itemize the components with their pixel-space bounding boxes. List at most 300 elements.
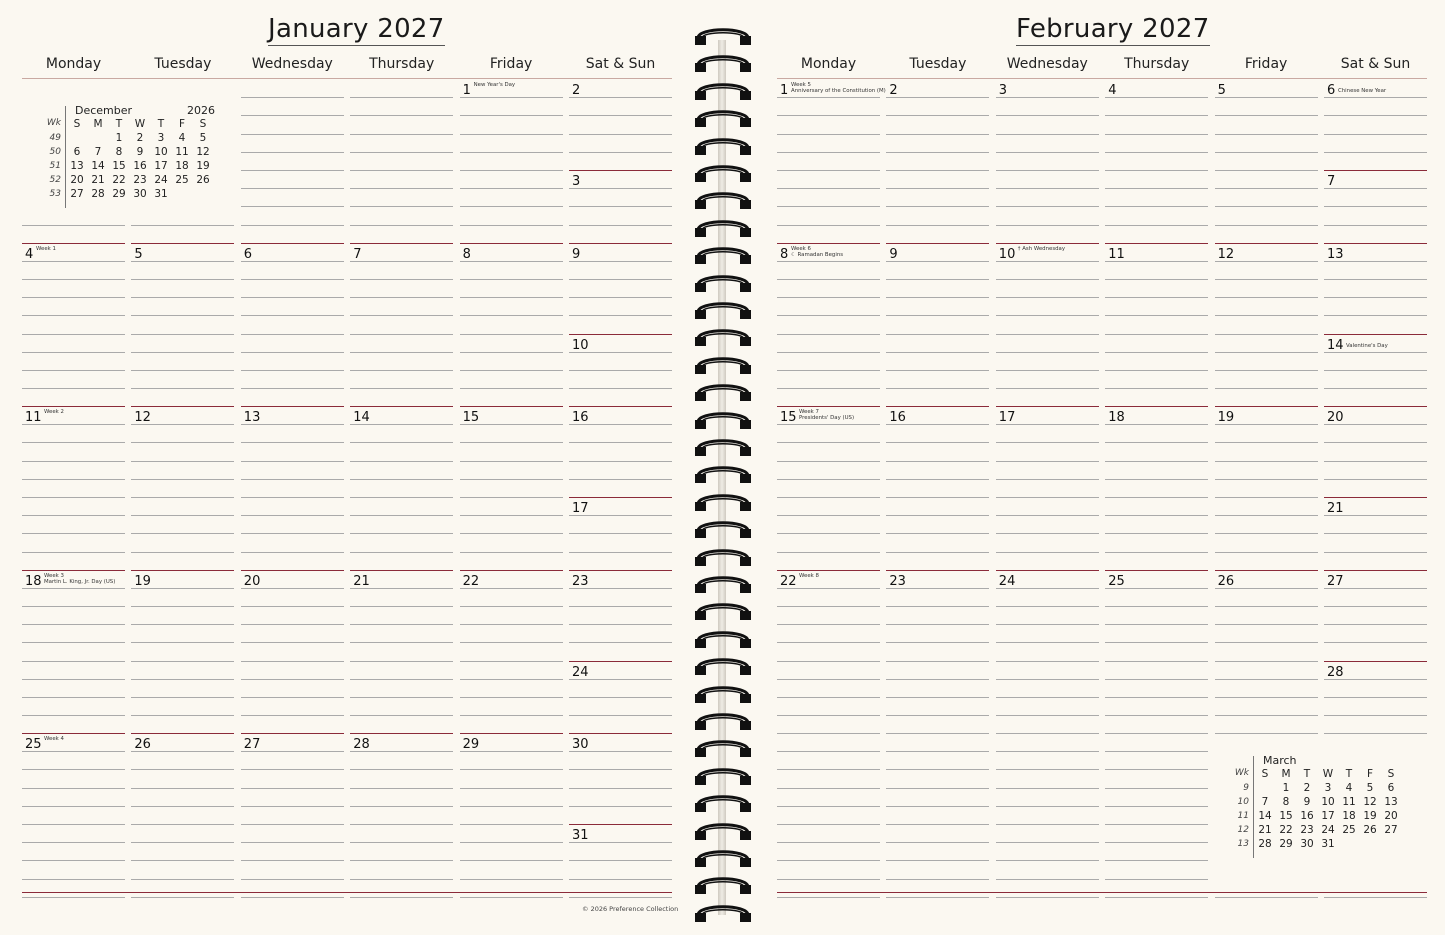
ruled-line [22, 461, 125, 462]
ruled-line [569, 533, 672, 534]
ruled-line [350, 388, 453, 389]
week-rule [460, 570, 563, 571]
mini-day: 29 [112, 188, 126, 200]
ruled-line [886, 788, 989, 789]
day-note: Week 2 [44, 409, 64, 415]
week-rule [22, 243, 125, 244]
ruled-line [996, 461, 1099, 462]
ruled-line [350, 370, 453, 371]
ruled-line [131, 352, 234, 353]
date-number: 9 [889, 246, 898, 262]
ruled-line [460, 115, 563, 116]
ruled-line [1215, 606, 1318, 607]
ruled-line [241, 225, 344, 226]
mini-dow: M [1281, 768, 1291, 780]
mini-day: 25 [1342, 824, 1356, 836]
ruled-line [886, 661, 989, 662]
ruled-line [886, 206, 989, 207]
ruled-line [996, 170, 1099, 171]
ruled-line [996, 769, 1099, 770]
ruled-line [996, 370, 1099, 371]
week-rule [350, 733, 453, 734]
date-number: 18 [25, 573, 42, 589]
day-note: New Year's Day [473, 82, 516, 88]
ruled-line [460, 515, 563, 516]
ruled-line [886, 188, 989, 189]
date-number: 11 [25, 410, 42, 425]
mini-divider [65, 106, 66, 208]
date-number: 1 [462, 83, 471, 98]
date-number: 11 [1108, 246, 1125, 262]
ruled-line [886, 552, 989, 553]
date-number: 13 [1327, 246, 1344, 262]
ruled-line [569, 715, 672, 716]
ruled-line [1105, 824, 1208, 825]
day-note: Week 6 ☾ Ramadan Begins [791, 245, 844, 258]
date-number: 22 [462, 573, 480, 589]
spiral-ring [692, 517, 754, 539]
mini-dow: T [157, 118, 165, 130]
day-split-rule [569, 334, 672, 335]
ruled-line [350, 642, 453, 643]
ruled-line [1105, 206, 1208, 207]
ruled-line [777, 661, 880, 662]
ruled-line [22, 552, 125, 553]
mini-day: 12 [196, 146, 210, 158]
spiral-ring [692, 490, 754, 512]
ruled-line [886, 152, 989, 153]
ruled-line [1215, 479, 1318, 480]
ruled-line [886, 842, 989, 843]
header-rule [22, 78, 672, 79]
ruled-line [350, 115, 453, 116]
mini-dow: T [1303, 768, 1311, 780]
ruled-line [1105, 134, 1208, 135]
ruled-line [131, 661, 234, 662]
mini-day: 15 [1279, 810, 1293, 822]
ruled-line [996, 642, 1099, 643]
ruled-line [777, 842, 880, 843]
ruled-line [1105, 733, 1208, 734]
ruled-line [996, 352, 1099, 353]
ruled-line [241, 115, 344, 116]
ruled-line [460, 661, 563, 662]
mini-day: 30 [1300, 838, 1314, 850]
ruled-line [886, 115, 989, 116]
date-number: 26 [1217, 573, 1235, 589]
ruled-line [1215, 334, 1318, 335]
week-rule [22, 406, 125, 407]
ruled-line [1324, 442, 1427, 443]
mini-day: 27 [1384, 824, 1398, 836]
ruled-line [241, 642, 344, 643]
date-number: 26 [134, 737, 151, 752]
mini-day: 28 [1258, 838, 1272, 850]
page-title: January 2027 [268, 14, 445, 44]
ruled-line [1105, 879, 1208, 880]
mini-day: 22 [1279, 824, 1293, 836]
ruled-line [1324, 715, 1427, 716]
ruled-line [350, 442, 453, 443]
ruled-line [350, 806, 453, 807]
ruled-line [996, 679, 1099, 680]
ruled-line [777, 115, 880, 116]
week-rule [350, 243, 453, 244]
spiral-ring [692, 462, 754, 484]
ruled-line [569, 97, 672, 98]
ruled-line [131, 788, 234, 789]
page-title: February 2027 [1016, 14, 1210, 44]
spiral-ring [692, 243, 754, 265]
ruled-line [569, 152, 672, 153]
mini-day: 8 [1282, 796, 1290, 808]
ruled-line [350, 188, 453, 189]
date-number: 16 [889, 410, 906, 425]
ruled-line [22, 442, 125, 443]
ruled-line [1215, 661, 1318, 662]
ruled-line [886, 715, 989, 716]
ruled-line [1105, 661, 1208, 662]
ruled-line [996, 315, 1099, 316]
mini-day: 11 [1342, 796, 1356, 808]
ruled-line [241, 188, 344, 189]
ruled-line [996, 879, 1099, 880]
ruled-line [131, 769, 234, 770]
ruled-line [22, 352, 125, 353]
ruled-line [241, 661, 344, 662]
week-rule [1215, 570, 1318, 571]
week-rule [241, 733, 344, 734]
ruled-line [569, 115, 672, 116]
mini-week-number: 10 [1237, 797, 1249, 807]
ruled-line [241, 806, 344, 807]
ruled-line [350, 225, 453, 226]
ruled-line [777, 624, 880, 625]
mini-dow: F [178, 118, 186, 130]
ruled-line [1105, 897, 1208, 898]
date-number: 12 [134, 410, 151, 425]
ruled-line [241, 788, 344, 789]
spiral-ring [692, 408, 754, 430]
ruled-line [569, 897, 672, 898]
ruled-line [996, 697, 1099, 698]
ruled-line [22, 879, 125, 880]
ruled-line [350, 279, 453, 280]
ruled-line [460, 642, 563, 643]
date-number: 29 [462, 737, 480, 752]
ruled-line [22, 225, 125, 226]
ruled-line [1215, 697, 1318, 698]
spiral-ring [692, 380, 754, 402]
ruled-line [777, 297, 880, 298]
ruled-line [777, 788, 880, 789]
ruled-line [460, 442, 563, 443]
ruled-line [569, 806, 672, 807]
date-number: 3 [572, 174, 581, 189]
ruled-line [241, 352, 344, 353]
ruled-line [460, 225, 563, 226]
ruled-line [350, 152, 453, 153]
ruled-line [777, 152, 880, 153]
ruled-line [22, 624, 125, 625]
ruled-line [22, 370, 125, 371]
ruled-line [996, 751, 1099, 752]
mini-day: 6 [73, 146, 81, 158]
ruled-line [1105, 388, 1208, 389]
day-note: Week 7 Presidents' Day (US) [799, 409, 855, 421]
ruled-line [996, 115, 1099, 116]
day-split-rule [1324, 661, 1427, 662]
week-rule [460, 243, 563, 244]
ruled-line [1215, 642, 1318, 643]
date-number: 18 [1108, 410, 1125, 425]
ruled-line [131, 824, 234, 825]
ruled-line [569, 769, 672, 770]
ruled-line [22, 715, 125, 716]
ruled-line [460, 370, 563, 371]
ruled-line [1324, 315, 1427, 316]
date-number: 22 [780, 573, 797, 589]
ruled-line [131, 315, 234, 316]
ruled-line [886, 315, 989, 316]
ruled-line [22, 679, 125, 680]
february-page [755, 0, 1445, 935]
mini-day: 4 [1345, 782, 1353, 794]
day-header-thursday: Thursday [1124, 56, 1190, 72]
day-split-rule [1324, 497, 1427, 498]
week-rule [22, 733, 125, 734]
ruled-line [1215, 679, 1318, 680]
ruled-line [569, 134, 672, 135]
mini-day: 4 [178, 132, 186, 144]
ruled-line [1215, 515, 1318, 516]
ruled-line [777, 97, 880, 98]
mini-divider [1253, 756, 1254, 858]
ruled-line [1105, 515, 1208, 516]
ruled-line [241, 170, 344, 171]
ruled-line [350, 715, 453, 716]
mini-day: 17 [1321, 810, 1335, 822]
ruled-line [996, 624, 1099, 625]
ruled-line [241, 860, 344, 861]
ruled-line [569, 188, 672, 189]
ruled-line [886, 370, 989, 371]
ruled-line [131, 370, 234, 371]
ruled-line [22, 279, 125, 280]
ruled-line [131, 879, 234, 880]
spiral-ring [692, 654, 754, 676]
mini-day: 15 [112, 160, 126, 172]
ruled-line [22, 842, 125, 843]
mini-day: 20 [70, 174, 84, 186]
date-number: 5 [1217, 83, 1226, 98]
ruled-line [350, 842, 453, 843]
week-rule [241, 243, 344, 244]
ruled-line [996, 842, 1099, 843]
ruled-line [460, 679, 563, 680]
ruled-line [460, 97, 563, 98]
week-rule [1324, 570, 1427, 571]
ruled-line [1105, 297, 1208, 298]
ruled-line [569, 697, 672, 698]
ruled-line [777, 751, 880, 752]
ruled-line [569, 606, 672, 607]
ruled-line [996, 152, 1099, 153]
mini-day: 25 [175, 174, 189, 186]
ruled-line [996, 297, 1099, 298]
ruled-line [1105, 751, 1208, 752]
spiral-ring [692, 736, 754, 758]
mini-day: 1 [115, 132, 123, 144]
ruled-line [350, 552, 453, 553]
ruled-line [1215, 97, 1318, 98]
ruled-line [1215, 533, 1318, 534]
day-note: Week 4 [44, 736, 64, 742]
mini-day: 10 [154, 146, 168, 158]
ruled-line [1324, 533, 1427, 534]
ruled-line [460, 206, 563, 207]
spiral-ring [692, 873, 754, 895]
ruled-line [777, 261, 880, 262]
ruled-line [1105, 497, 1208, 498]
january-page [0, 0, 690, 935]
date-number: 10 [572, 337, 589, 353]
ruled-line [241, 497, 344, 498]
ruled-line [996, 552, 1099, 553]
ruled-line [1105, 352, 1208, 353]
mini-week-number: 52 [49, 175, 61, 185]
mini-day: 9 [1303, 796, 1311, 808]
ruled-line [241, 315, 344, 316]
date-number: 19 [134, 573, 151, 589]
spiral-ring [692, 901, 754, 923]
ruled-line [1324, 279, 1427, 280]
ruled-line [22, 261, 125, 262]
ruled-line [350, 461, 453, 462]
ruled-line [22, 697, 125, 698]
week-rule [1215, 243, 1318, 244]
ruled-line [886, 624, 989, 625]
spiral-ring [692, 791, 754, 813]
ruled-line [241, 715, 344, 716]
ruled-line [22, 824, 125, 825]
ruled-line [1105, 842, 1208, 843]
day-split-rule [1324, 170, 1427, 171]
date-number: 14 [1327, 337, 1344, 353]
copyright-text: © 2026 Preference Collection [582, 905, 679, 913]
mini-day: 26 [1363, 824, 1377, 836]
ruled-line [1215, 188, 1318, 189]
ruled-line [996, 806, 1099, 807]
ruled-line [1324, 461, 1427, 462]
ruled-line [996, 134, 1099, 135]
ruled-line [886, 806, 989, 807]
ruled-line [131, 479, 234, 480]
ruled-line [886, 860, 989, 861]
ruled-line [1105, 225, 1208, 226]
ruled-line [777, 370, 880, 371]
ruled-line [460, 788, 563, 789]
date-number: 27 [1327, 573, 1344, 589]
ruled-line [350, 206, 453, 207]
date-number: 30 [572, 737, 589, 752]
ruled-line [460, 842, 563, 843]
ruled-line [777, 679, 880, 680]
date-number: 4 [1108, 83, 1117, 98]
ruled-line [460, 461, 563, 462]
ruled-line [1215, 624, 1318, 625]
ruled-line [1105, 461, 1208, 462]
day-note: Week 8 [799, 572, 819, 579]
ruled-line [1324, 370, 1427, 371]
ruled-line [460, 315, 563, 316]
week-rule [886, 243, 989, 244]
ruled-line [1105, 188, 1208, 189]
ruled-line [886, 134, 989, 135]
ruled-line [1215, 225, 1318, 226]
ruled-line [1215, 461, 1318, 462]
ruled-line [777, 733, 880, 734]
ruled-line [996, 515, 1099, 516]
ruled-line [460, 697, 563, 698]
ruled-line [569, 388, 672, 389]
ruled-line [1324, 388, 1427, 389]
date-number: 25 [25, 737, 42, 752]
mini-day: 28 [91, 188, 105, 200]
ruled-line [350, 261, 453, 262]
spiral-ring [692, 161, 754, 183]
ruled-line [1105, 315, 1208, 316]
date-number: 8 [462, 246, 471, 262]
ruled-line [241, 334, 344, 335]
mini-day: 14 [1258, 810, 1272, 822]
ruled-line [777, 715, 880, 716]
ruled-line [996, 206, 1099, 207]
day-header-thursday: Thursday [369, 56, 435, 72]
ruled-line [1105, 806, 1208, 807]
ruled-line [350, 860, 453, 861]
ruled-line [777, 225, 880, 226]
day-split-rule [1324, 334, 1427, 335]
ruled-line [131, 679, 234, 680]
ruled-line [460, 388, 563, 389]
mini-week-number: 9 [1243, 783, 1249, 793]
ruled-line [1105, 606, 1208, 607]
ruled-line [996, 225, 1099, 226]
mini-day: 1 [1282, 782, 1290, 794]
ruled-line [777, 533, 880, 534]
ruled-line [350, 788, 453, 789]
ruled-line [996, 533, 1099, 534]
ruled-line [241, 370, 344, 371]
date-number: 19 [1217, 410, 1235, 425]
ruled-line [1105, 624, 1208, 625]
mini-day: 29 [1279, 838, 1293, 850]
ruled-line [886, 297, 989, 298]
ruled-line [1105, 170, 1208, 171]
ruled-line [1324, 697, 1427, 698]
ruled-line [1324, 152, 1427, 153]
mini-day: 2 [136, 132, 144, 144]
ruled-line [1215, 115, 1318, 116]
week-rule [1105, 406, 1208, 407]
spiral-ring [692, 627, 754, 649]
ruled-line [131, 497, 234, 498]
mini-day: 21 [91, 174, 105, 186]
mini-day: 23 [1300, 824, 1314, 836]
mini-dow: T [115, 118, 123, 130]
ruled-line [777, 642, 880, 643]
